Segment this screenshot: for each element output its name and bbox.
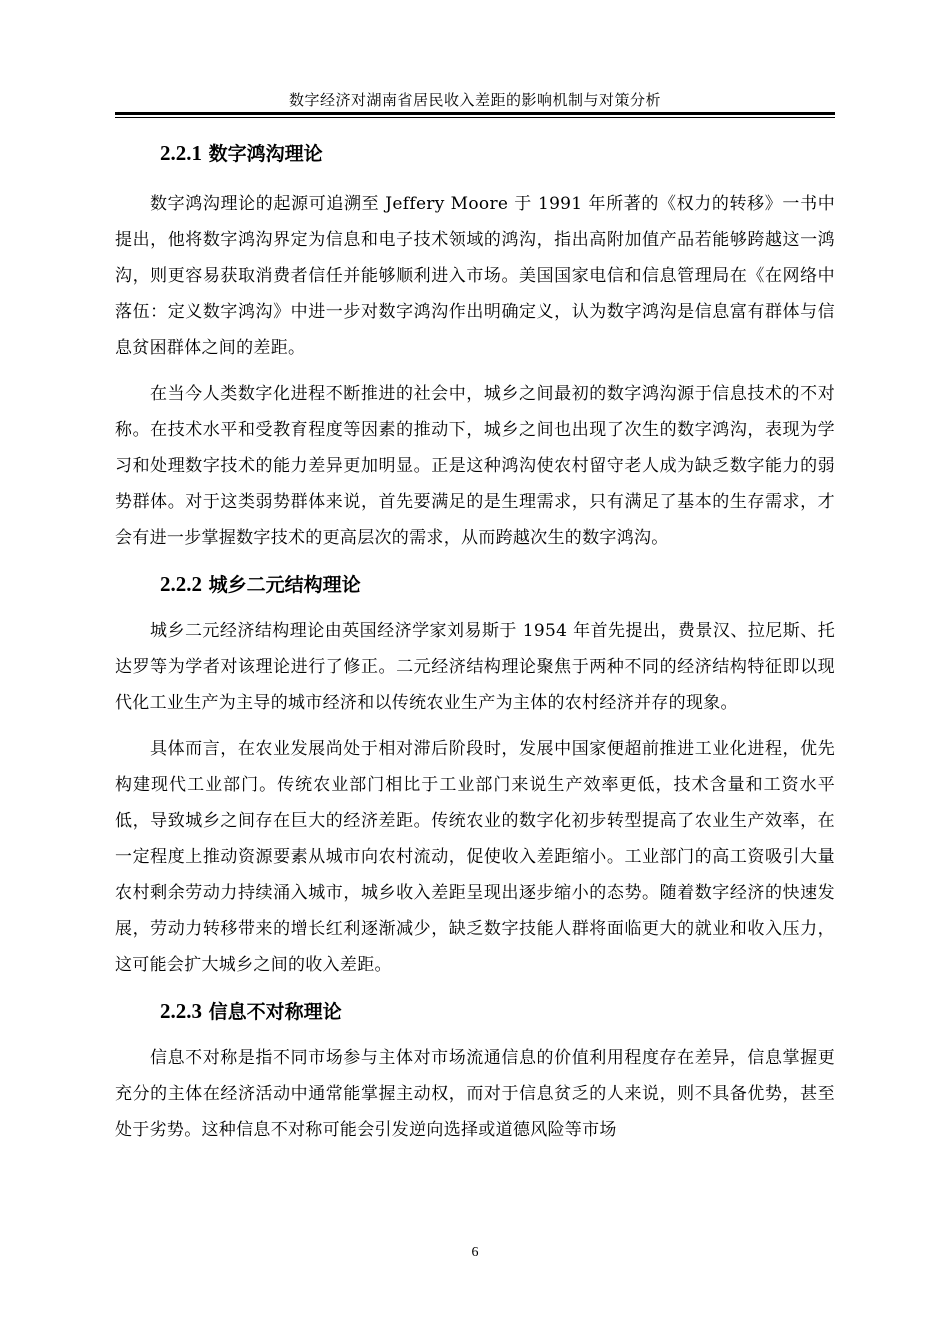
section-number: 2.2.1 (160, 141, 202, 165)
page-number: 6 (471, 1245, 479, 1260)
paragraph: 具体而言，在农业发展尚处于相对滞后阶段时，发展中国家便超前推进工业化进程，优先构建现代工业部门。传统农业部门相比于工业部门来说生产效率更低，技术含量和工资水平低，导致城乡之间存在巨大的经济差距。传统农业的数字化初步转型提高了农业生产效率，在一定程度上推动资源要素从城市向农村流动，促使收入差距缩小。工业部门的高工资吸引大量农村剩余劳动力持续涌入城市，城乡收入差距呈现出逐步缩小的态势。随着数字经济的快速发展，劳动力转移带来的增长红利逐渐减少，缺乏数字技能人群将面临更大的就业和收入压力，这可能会扩大城乡之间的收入差距。 (115, 739, 835, 975)
section-title: 城乡二元结构理论 (208, 574, 361, 596)
paragraph: 数字鸿沟理论的起源可追溯至 Jeffery Moore 于 1991 年所著的《权力的转移》一书中提出，他将数字鸿沟界定为信息和电子技术领域的鸿沟，指出高附加值产品若能够跨越这一鸿沟，则更容易获取消费者信任并能够顺利进入市场。美国国家电信和信息管理局在《在网络中落伍：定义数字鸿沟》中进一步对数字鸿沟作出明确定义，认为数字鸿沟是信息富有群体与信息贫困群体之间的差距。 (115, 194, 835, 358)
paragraph: 在当今人类数字化进程不断推进的社会中，城乡之间最初的数字鸿沟源于信息技术的不对称。在技术水平和受教育程度等因素的推动下，城乡之间也出现了次生的数字鸿沟，表现为学习和处理数字技术的能力差异更加明显。正是这种鸿沟使农村留守老人成为缺乏数字能力的弱势群体。对于这类弱势群体来说，首先要满足的是生理需求，只有满足了基本的生存需求，才会有进一步掌握数字技术的更高层次的需求，从而跨越次生的数字鸿沟。 (115, 384, 835, 548)
section-heading (115, 997, 835, 1026)
body-text (115, 133, 835, 1148)
section-title: 数字鸿沟理论 (208, 143, 323, 165)
section-title: 信息不对称理论 (208, 1001, 342, 1023)
section-heading (115, 570, 835, 599)
paragraph: 信息不对称是指不同市场参与主体对市场流通信息的价值利用程度存在差异，信息掌握更充分的主体在经济活动中通常能掌握主动权，而对于信息贫乏的人来说，则不具备优势，甚至处于劣势。这种信息不对称可能会引发逆向选择或道德风险等市场 (115, 1048, 835, 1140)
section-number: 2.2.2 (160, 572, 202, 596)
header-rule-thin (115, 117, 835, 118)
header-rule (115, 112, 835, 115)
running-header: 数字经济对湖南省居民收入差距的影响机制与对策分析 (288, 91, 661, 109)
paragraph: 城乡二元经济结构理论由英国经济学家刘易斯于 1954 年首先提出，费景汉、拉尼斯、托达罗等为学者对该理论进行了修正。二元经济结构理论聚焦于两种不同的经济结构特征即以现代化工业生产为主导的城市经济和以传统农业生产为主体的农村经济并存的现象。 (115, 621, 835, 713)
section-number: 2.2.3 (160, 999, 202, 1023)
section-heading (115, 139, 835, 168)
